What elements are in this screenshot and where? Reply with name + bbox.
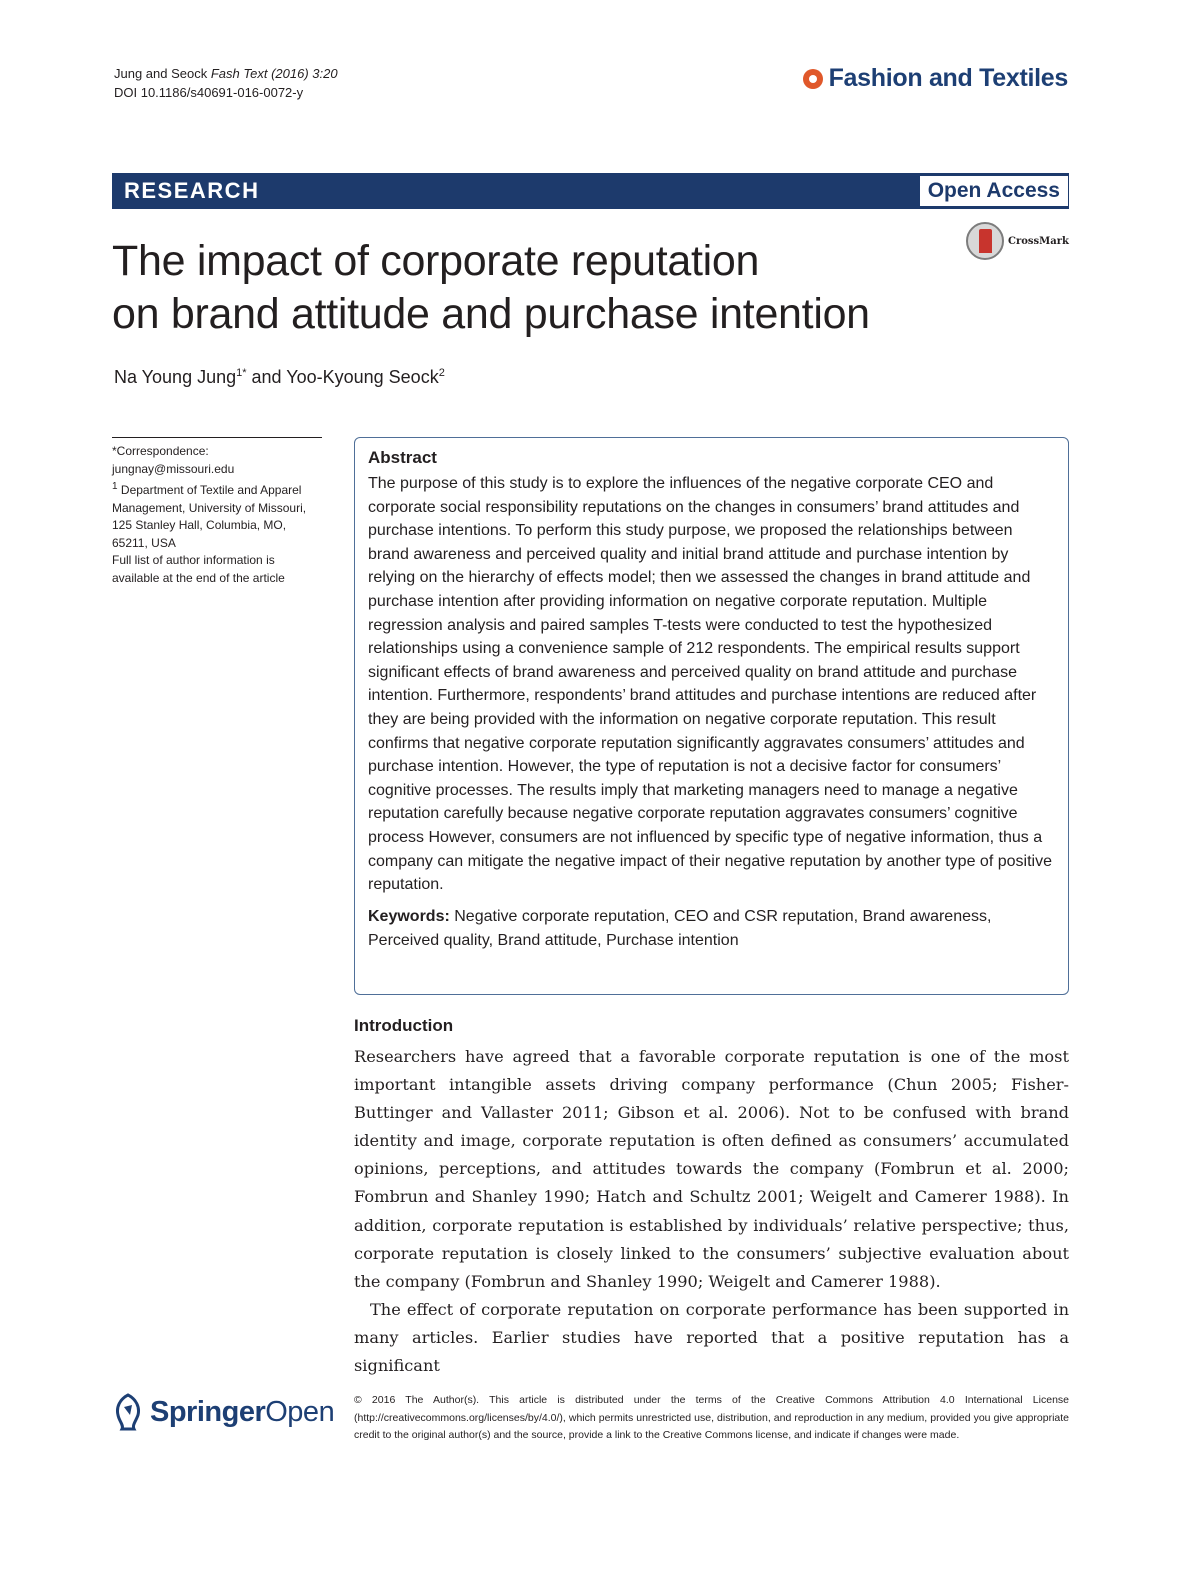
correspondence-label: *Correspondence:	[112, 444, 209, 458]
citation-block	[114, 64, 338, 102]
correspondence-email[interactable]: jungnay@missouri.edu	[112, 461, 235, 476]
publisher-name	[150, 1396, 334, 1429]
open-access-label: Open Access	[927, 179, 1060, 202]
open-access-badge	[919, 175, 1069, 207]
correspondence-sidebar	[112, 443, 318, 587]
sidebar-divider	[112, 437, 322, 438]
affiliation	[112, 478, 318, 552]
publisher-logo	[112, 1393, 334, 1431]
journal-brand	[803, 64, 1068, 93]
citation-journal: Fash Text	[210, 66, 268, 81]
publisher-name-light: Open	[265, 1395, 335, 1428]
springer-horse-icon	[112, 1393, 144, 1431]
crossmark-label: CrossMark	[1008, 235, 1069, 247]
introduction-body	[354, 1043, 1069, 1380]
journal-logo-icon	[803, 69, 823, 89]
keywords-label: Keywords:	[368, 907, 450, 925]
keywords	[368, 905, 1054, 953]
author-2-affiliation[interactable]: 2	[438, 367, 445, 379]
abstract-heading: Abstract	[368, 448, 437, 467]
affiliation-number: 1	[112, 481, 118, 492]
affiliation-text: Department of Textile and Apparel Management, University of Missouri, 125 Stanley Hall, Columbia, MO, 65211, USA	[112, 483, 307, 550]
introduction-paragraph-1: Researchers have agreed that a favorable corporate reputation is one of the most important intangible assets driving company performance (Chun 2005; Fisher-Buttinger and Vallaster 2011; Gibson et al. 2006). Not to be confused with brand identity and image, corporate reputation is often defined as consumers’ accumulated opinions, perceptions, and attitudes towards the company (Fombrun et al. 2000; Fombrun and Shanley 1990; Hatch and Schultz 2001; Weigelt and Camerer 1988). In addition, corporate reputation is established by individuals’ relative perspective; thus, corporate reputation is closely linked to the consumers’ subjective evaluation about the company (Fombrun and Shanley 1990; Weigelt and Camerer 1988).	[354, 1047, 1069, 1291]
publisher-name-bold: Springer	[150, 1395, 266, 1428]
author-name-1: Na Young Jung	[114, 367, 237, 387]
author-connector: and	[246, 367, 287, 387]
citation-line	[114, 64, 338, 83]
author-name-2: Yoo-Kyoung Seock	[286, 367, 439, 387]
license-statement: © 2016 The Author(s). This article is distributed under the terms of the Creative Commons Attribution 4.0 International License (http://creativecommons.org/licenses/by/4.0/), which permits unrestricted use, distribution, and reproduction in any medium, provided you give appropriate credit to the original author(s) and the source, provide a link to the Creative Commons license, and indicate if changes were made.	[354, 1394, 1069, 1441]
article-type-banner	[112, 173, 1069, 209]
abstract-text: The purpose of this study is to explore the influences of the negative corporate CEO and corporate social responsibility reputations on the changes in consumers’ brand attitudes and purchase intentions. To perform this study purpose, we proposed the relationships between brand awareness and perceived quality and initial brand attitude and purchase intention by relying on the hierarchy of effects model; then we assessed the changes in brand attitude and purchase intention after providing information on negative corporate reputation. Multiple regression analysis and paired samples T-tests were conducted to test the hypothesized relationships using a convenience sample of 212 respondents. The empirical results support significant effects of brand awareness and perceived quality on brand attitude and purchase intention. Furthermore, respondents’ brand attitudes and purchase intentions are reduced after they are being provided with the information on negative corporate reputation. This result confirms that negative corporate reputation significantly aggravates consumers’ attitudes and purchase intention. However, the type of reputation is not a decisive factor for consumers’ cognitive processes. The results imply that marketing managers need to manage a negative reputation carefully because negative corporate reputation aggravates consumers’ cognitive process However, consumers are not influenced by specific type of negative information, thus a company can mitigate the negative impact of their negative reputation by another type of positive reputation.	[368, 475, 1052, 894]
introduction-paragraph-2: The effect of corporate reputation on corporate performance has been supported in many articles. Earlier studies have reported that a positive reputation has a significant	[354, 1299, 1069, 1376]
abstract-box	[354, 437, 1069, 995]
author-1-affiliation[interactable]: 1*	[236, 367, 247, 379]
article-title	[112, 235, 972, 341]
author-list	[114, 367, 445, 388]
citation-authors: Jung and Seock	[114, 66, 211, 81]
doi[interactable]: DOI 10.1186/s40691-016-0072-y	[114, 85, 304, 100]
keywords-list: Negative corporate reputation, CEO and CSR reputation, Brand awareness, Perceived quality, Brand attitude, Purchase intention	[368, 907, 992, 949]
title-line-2: on brand attitude and purchase intention	[112, 290, 870, 338]
article-type-label: RESEARCH	[124, 178, 260, 203]
journal-name: Fashion and Textiles	[828, 64, 1068, 92]
title-line-1: The impact of corporate reputation	[112, 237, 760, 285]
citation-issue: (2016) 3:20	[267, 66, 338, 81]
author-info-note: Full list of author information is available at the end of the article	[112, 553, 285, 585]
crossmark-badge[interactable]	[966, 222, 1069, 260]
introduction-heading: Introduction	[354, 1016, 454, 1035]
